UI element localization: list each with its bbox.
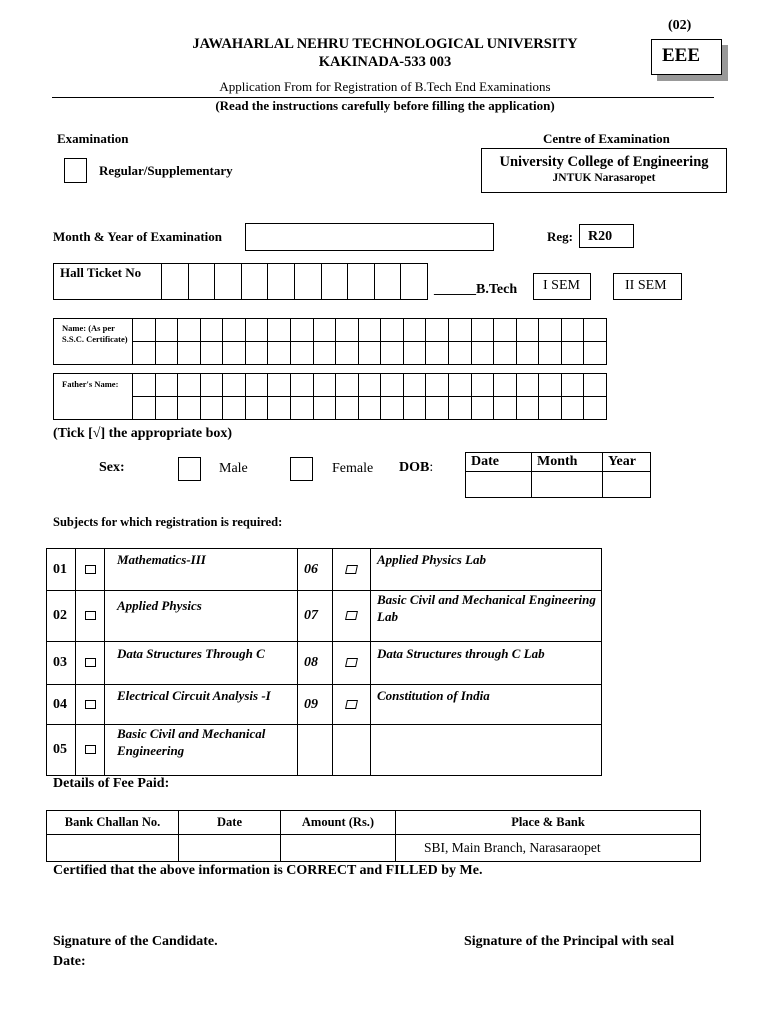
form-number: (02) [668,18,692,33]
reg-label: Reg: [547,229,573,244]
subject-empty-cell [333,725,371,776]
regular-supplementary-checkbox[interactable] [64,158,87,183]
tick-note: (Tick [√] the appropriate box) [53,426,233,441]
subject-row [47,642,602,685]
centre-box [481,148,727,193]
dob-table [465,452,651,498]
regulation-value: R20 [579,224,634,248]
subject-checkbox[interactable] [345,658,358,667]
subject-code: 08 [298,642,333,685]
centre-name: University College of Engineering [499,154,709,170]
dob-date-input[interactable] [466,472,532,498]
subject-code: 03 [47,642,76,685]
female-label: Female [332,461,374,476]
fee-header-date: Date [179,811,281,835]
regular-supplementary-label: Regular/Supplementary [99,163,233,178]
dob-colon: : [429,460,434,475]
fee-challan-input[interactable] [47,835,179,862]
subject-code: 05 [47,725,76,776]
dob-year-header: Year [603,453,651,472]
name-grid[interactable] [132,318,607,365]
subject-code [298,725,333,776]
subject-name: Mathematics-III [105,549,298,591]
subject-code: 06 [298,549,333,591]
subject-name: Basic Civil and Mechanical Engineering Lab [371,591,602,642]
subject-name: Electrical Circuit Analysis -I [105,685,298,725]
subject-name: Applied Physics [105,591,298,642]
subject-checkbox[interactable] [345,700,358,709]
subject-row [47,549,602,591]
form-subtitle: Application From for Registration of B.Tech End Examinations [219,79,551,94]
sex-label: Sex: [99,460,125,475]
subject-name [371,725,602,776]
btech-label: ______B.Tech [434,282,518,297]
fee-header-amount: Amount (Rs.) [281,811,396,835]
subject-checkbox[interactable] [85,658,96,667]
month-year-input[interactable] [245,223,494,251]
subject-name: Data Structures through C Lab [371,642,602,685]
branch-badge: EEE [651,39,722,75]
subject-checkbox[interactable] [345,565,358,574]
university-name: JAWAHARLAL NEHRU TECHNOLOGICAL UNIVERSITY [192,36,578,52]
subjects-heading: Subjects for which registration is required: [53,515,283,529]
subject-code: 07 [298,591,333,642]
dob-month-input[interactable] [532,472,603,498]
father-name-grid[interactable] [132,373,607,420]
dob-year-input[interactable] [603,472,651,498]
subject-name: Applied Physics Lab [371,549,602,591]
fee-bank-value: SBI, Main Branch, Narasaraopet [396,835,701,862]
male-checkbox[interactable] [178,457,201,481]
subject-checkbox[interactable] [85,611,96,620]
dob-month-header: Month [532,453,603,472]
subject-checkbox[interactable] [345,611,358,620]
subject-row [47,725,602,776]
dob-label-wrap [399,460,433,476]
date-label: Date: [53,954,86,969]
subject-checkbox[interactable] [85,565,96,574]
fee-header-challan: Bank Challan No. [47,811,179,835]
fee-date-input[interactable] [179,835,281,862]
dob-date-header: Date [466,453,532,472]
university-city: KAKINADA-533 003 [318,54,452,70]
subject-code: 01 [47,549,76,591]
principal-signature-label: Signature of the Principal with seal [464,934,675,949]
centre-place: JNTUK Narasaropet [552,172,656,184]
sem2-option[interactable]: II SEM [613,273,682,300]
subject-code: 04 [47,685,76,725]
centre-label: Centre of Examination [543,131,670,146]
fee-table [46,810,701,862]
subject-row [47,685,602,725]
subject-name: Constitution of India [371,685,602,725]
subject-code: 09 [298,685,333,725]
fee-header-bank: Place & Bank [396,811,701,835]
name-label: Name: (As per S.S.C. Certificate) [62,323,128,344]
male-label: Male [219,461,248,476]
candidate-signature-label: Signature of the Candidate. [53,934,218,949]
female-checkbox[interactable] [290,457,313,481]
form-instructions: (Read the instructions carefully before filling the application) [215,98,555,113]
hall-ticket-label: Hall Ticket No [60,265,142,280]
fee-heading: Details of Fee Paid: [53,776,170,791]
subject-code: 02 [47,591,76,642]
month-year-label: Month & Year of Examination [53,229,222,244]
examination-label: Examination [57,131,129,146]
dob-label: DOB [399,460,430,475]
certification-text: Certified that the above information is CORRECT and FILLED by Me. [53,863,483,878]
subject-checkbox[interactable] [85,745,96,754]
subject-name: Basic Civil and Mechanical Engineering [105,725,298,776]
subject-row [47,591,602,642]
subjects-table [46,548,602,776]
sem1-option[interactable]: I SEM [533,273,591,300]
subject-name: Data Structures Through C [105,642,298,685]
subject-checkbox[interactable] [85,700,96,709]
hall-ticket-grid[interactable] [161,263,428,300]
fee-amount-input[interactable] [281,835,396,862]
father-name-label: Father's Name: [62,379,119,389]
